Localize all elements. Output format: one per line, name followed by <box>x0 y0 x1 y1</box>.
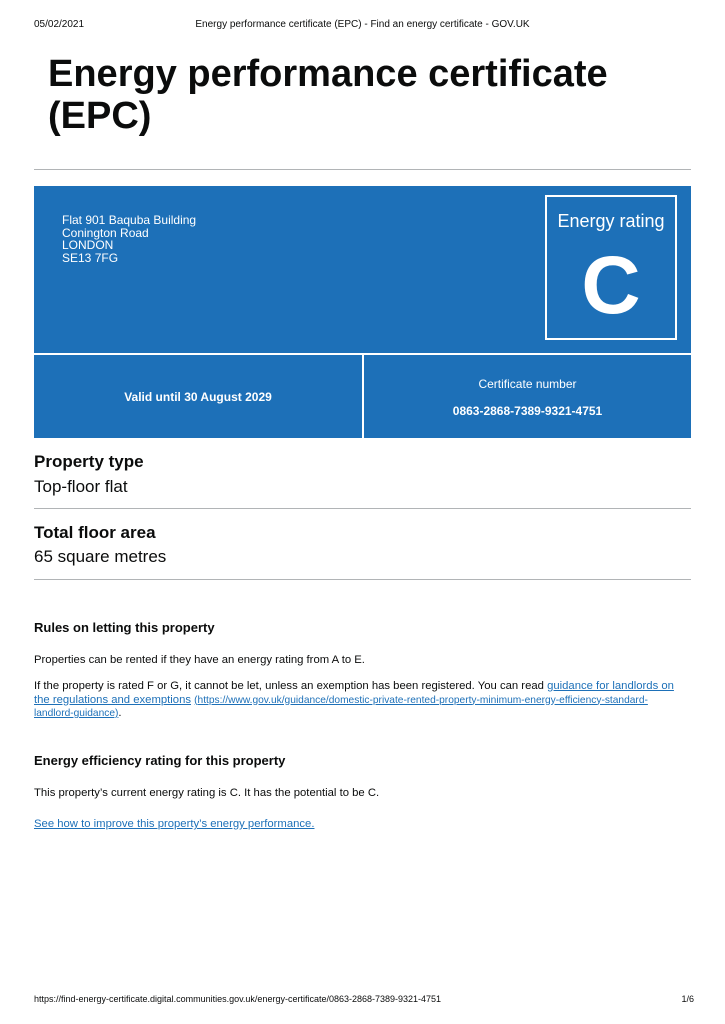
improve-link-container <box>34 818 684 832</box>
property-address <box>62 214 196 265</box>
improve-performance-link[interactable]: See how to improve this property’s energy performance. <box>34 818 315 830</box>
address-line: SE13 7FG <box>62 251 119 266</box>
energy-rating-letter: C <box>581 240 641 331</box>
print-date: 05/02/2021 <box>34 19 85 30</box>
letting-rules-paragraph: Properties can be rented if they have an energy rating from A to E. <box>34 654 365 666</box>
certificate-number: 0863-2868-7389-9321-4751 <box>452 404 603 418</box>
divider <box>34 579 691 580</box>
divider <box>34 508 691 509</box>
letting-rules-heading: Rules on letting this property <box>34 620 215 635</box>
landlord-guidance-link[interactable]: guidance for landlords on the regulations and exemptions <box>34 680 674 706</box>
efficiency-rating-paragraph: This property’s current energy rating is C. It has the potential to be C. <box>34 787 380 799</box>
print-header <box>34 19 691 33</box>
letting-exemption-paragraph <box>34 680 684 721</box>
address-line: Flat 901 Baquba Building <box>62 213 197 227</box>
landlord-guidance-url[interactable]: (https://www.gov.uk/guidance/domestic-private-rented-property-minimum-energy-efficiency-standard-landlord-guidance) <box>34 694 648 719</box>
energy-rating-label: Energy rating <box>557 211 665 231</box>
print-footer <box>34 994 694 1008</box>
print-page-title: Energy performance certificate (EPC) - Find an energy certificate - GOV.UK <box>195 19 530 30</box>
address-line: Conington Road <box>62 225 149 240</box>
efficiency-rating-heading: Energy efficiency rating for this property <box>34 753 286 768</box>
address-line: LONDON <box>62 238 114 253</box>
print-url: https://find-energy-certificate.digital.communities.gov.uk/energy-certificate/0863-2868-7389-9321-4751 <box>34 994 442 1004</box>
valid-until: Valid until 30 August 2029 <box>124 390 272 404</box>
energy-rating-box <box>545 195 677 340</box>
panel-divider-vertical <box>362 353 364 438</box>
property-type-value: Top-floor flat <box>34 477 128 496</box>
floor-area-value: 65 square metres <box>34 547 167 566</box>
exemption-text-end: . <box>118 707 122 719</box>
epc-summary-panel <box>34 186 691 438</box>
certificate-number-label: Certificate number <box>478 377 577 391</box>
divider <box>34 169 691 170</box>
exemption-text: If the property is rated F or G, it cannot be let, unless an exemption has been registered. You can read <box>34 680 548 692</box>
page-number: 1/6 <box>681 994 694 1004</box>
property-type-heading: Property type <box>34 452 144 471</box>
floor-area-heading: Total floor area <box>34 523 156 542</box>
page-title: Energy performance certificate (EPC) <box>48 53 608 137</box>
